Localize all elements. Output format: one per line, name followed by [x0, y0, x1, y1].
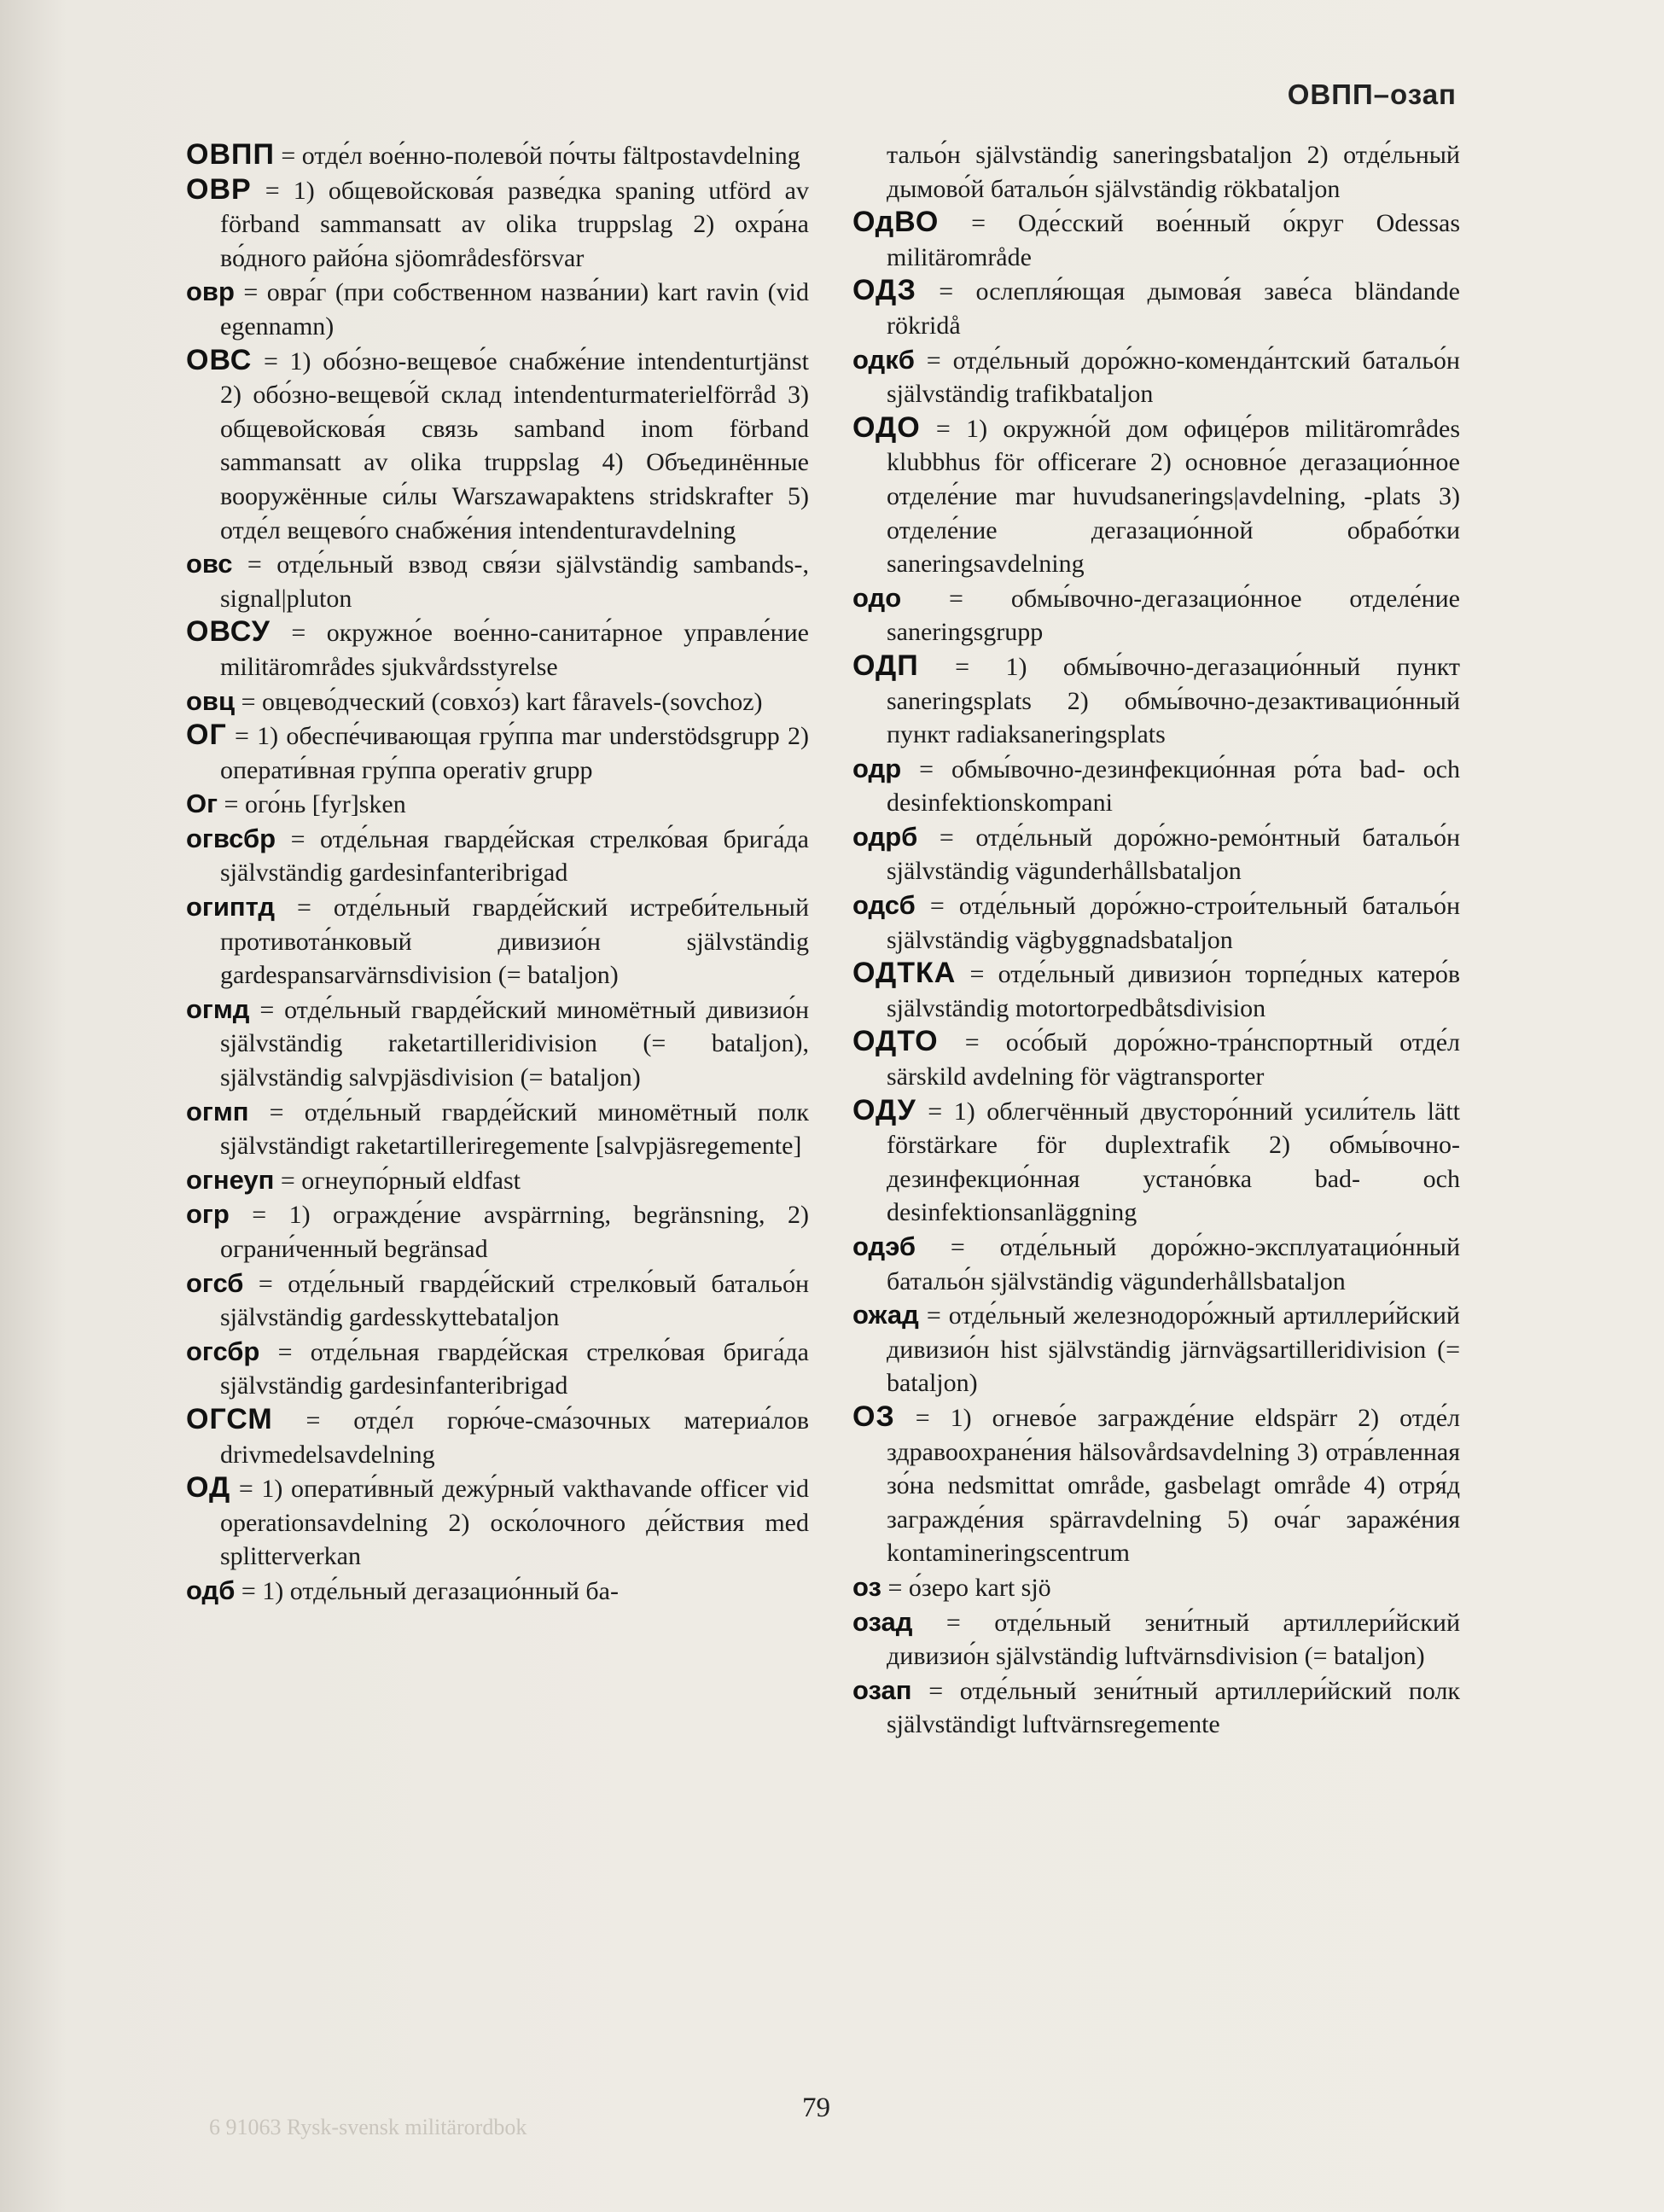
headword: озап	[852, 1674, 912, 1705]
headword: огмп	[186, 1096, 249, 1126]
dictionary-entry	[186, 822, 809, 890]
dictionary-entry	[852, 752, 1460, 820]
definition: = осо́бый доро́жно-тра́нспортный отде́л särskild avdelning för vägtransporter	[887, 1028, 1460, 1091]
headword: ОДП	[852, 649, 919, 682]
dictionary-entry	[186, 1471, 809, 1574]
definition: = овцево́дческий (совхо́з) kart fåravels-(sovchoz)	[235, 687, 763, 716]
dictionary-entry	[852, 649, 1460, 752]
definition: = отде́льный зени́тный артиллери́йский полк självständigt luftvärnsregemente	[887, 1676, 1460, 1739]
definition: = отде́льный доро́жно-ремо́нтный батальо́н självständig vägunderhållsbataljon	[887, 823, 1460, 886]
headword: овр	[186, 276, 235, 307]
definition: = обмы́вочно-дезинфекцио́нная ро́та bad- och desinfektionskompani	[887, 754, 1460, 818]
definition: = 1) окружно́й дом офице́ров militärområdes klubbhus för officerare 2) основно́е дегазацио́нное отделе́ние mar huvudsanerings|avdelning, -plats 3) отделе́ние дегазацио́нной обрабо́тки saneringsavdelning	[887, 414, 1460, 579]
dictionary-entry	[852, 206, 1460, 274]
definition: = отде́льный зени́тный артиллери́йский дивизио́н självständig luftvärnsdivision (= bataljon)	[887, 1608, 1460, 1671]
definition: = 1) общевойскова́я разве́дка spaning utförd av förband sammansatt av olika truppslag 2) охра́на во́дного райо́на sjöområdesförsvar	[220, 176, 809, 272]
headword: ОВС	[186, 343, 253, 376]
definition: = 1) обмы́вочно-дегазацио́нный пункт saneringsplats 2) обмы́вочно-дезактивацио́нный пункт radiaksaneringsplats	[887, 652, 1460, 749]
definition: = овра́г (при собственном назва́нии) kart ravin (vid egennamn)	[220, 278, 809, 341]
entry-continuation: тальо́н självständig saneringsbataljon 2) отде́льный дымово́й батальо́н självständig rökbataljon	[887, 141, 1460, 203]
headword: огмд	[186, 993, 250, 1024]
definition: = отде́льная гварде́йская стрелко́вая брига́да självständig gardesinfanteribrigad	[220, 824, 809, 888]
definition: = 1) облегчённый двусторо́нний усили́тель lätt förstärkare för duplextrafik 2) обмы́вочно-дезинфекцио́нная устано́вка bad- och desinfektionsanläggning	[887, 1097, 1460, 1227]
dictionary-entry	[186, 719, 809, 787]
definition: = отде́льный гварде́йский миномётный дивизио́н självständig raketartilleridivision (= bataljon), självständig salvpjäsdivision (= bataljon)	[220, 995, 809, 1092]
headword: одэб	[852, 1231, 916, 1261]
headword: огвсбр	[186, 823, 276, 853]
dictionary-entry	[186, 1266, 809, 1335]
definition: = отде́льный гварде́йский миномётный полк självständigt raketartilleriregemente [salvpjäsregemente]	[220, 1097, 809, 1161]
headword: ОЗ	[852, 1400, 895, 1433]
dictionary-entry	[852, 274, 1460, 342]
definition: = отде́льный железнодоро́жный артиллери́йский дивизио́н hist självständig järnvägsartilleridivision (= bataljon)	[887, 1301, 1460, 1398]
headword: ожад	[852, 1300, 919, 1330]
definition: = отде́льный дивизио́н торпе́дных катеро́в självständig motortorpedbåtsdivision	[887, 960, 1460, 1022]
headword: ОГСМ	[186, 1402, 273, 1435]
definition: = о́зеро kart sjö	[881, 1573, 1051, 1602]
headword: овс	[186, 549, 233, 579]
dictionary-entry	[852, 957, 1460, 1025]
left-column	[186, 138, 809, 1609]
dictionary-entry	[852, 411, 1460, 581]
headword: ОДУ	[852, 1093, 916, 1126]
headword: ОВСУ	[186, 615, 271, 649]
dictionary-entry	[852, 820, 1460, 888]
dictionary-entry	[852, 888, 1460, 957]
dictionary-entry	[186, 173, 809, 276]
dictionary-entry	[852, 1570, 1460, 1605]
definition: = окружно́е вое́нно-санита́рное управле́ние militärområdes sjukvårdsstyrelse	[220, 619, 809, 681]
definition: = 1) операти́вный дежу́рный vakthavande officer vid operationsavdelning 2) оско́лочного де́йствия med splitterverkan	[220, 1475, 809, 1571]
headword: овц	[186, 685, 236, 716]
dictionary-entry	[186, 787, 809, 822]
headword: одсб	[852, 890, 916, 921]
dictionary-entry	[186, 138, 809, 173]
running-header: ОВПП–озап	[1287, 79, 1457, 110]
headword: огсбр	[186, 1336, 260, 1366]
definition: = отде́льный доро́жно-эксплуатацио́нный батальо́н självständig vägunderhållsbataljon	[887, 1233, 1460, 1295]
definition: = огнеупо́рный eldfast	[274, 1166, 521, 1195]
dictionary-entry	[186, 684, 809, 719]
dictionary-entry	[852, 1674, 1460, 1742]
headword: ОВПП	[186, 138, 275, 171]
headword: ОДО	[852, 410, 921, 444]
page-number: 79	[802, 2093, 830, 2123]
definition: = ослепля́ющая дымова́я заве́са bländande rökridå	[887, 277, 1460, 340]
dictionary-entry	[852, 1025, 1460, 1093]
dictionary-entry	[186, 890, 809, 992]
headword: ОДЗ	[852, 274, 916, 307]
headword: одб	[186, 1575, 236, 1605]
headword: огр	[186, 1199, 230, 1230]
headword: огнеуп	[186, 1164, 275, 1195]
definition: = отде́льный гварде́йский стрелко́вый батальо́н självständig gardesskyttebataljon	[220, 1269, 809, 1332]
definition: = 1) отде́льный дегазацио́нный ба-	[235, 1576, 619, 1605]
headword: ОДТКА	[852, 957, 957, 990]
right-column	[852, 138, 1460, 1742]
dictionary-entry	[852, 1230, 1460, 1298]
dictionary-entry	[186, 1095, 809, 1163]
definition: = отде́л горю́че-сма́зочных материа́лов drivmedelsavdelning	[220, 1406, 809, 1469]
dictionary-entry	[852, 343, 1460, 411]
dictionary-entry	[186, 1197, 809, 1266]
definition: = обмы́вочно-дегазацио́нное отделе́ние saneringsgrupp	[887, 584, 1460, 647]
dictionary-entry	[186, 344, 809, 548]
definition: = отде́льный доро́жно-коменда́нтский батальо́н självständig trafikbataljon	[887, 346, 1460, 409]
dictionary-entry	[186, 1574, 809, 1609]
headword: одрб	[852, 821, 918, 852]
dictionary-entry	[852, 1400, 1460, 1570]
headword: огиптд	[186, 892, 276, 923]
dictionary-entry	[852, 1605, 1460, 1674]
headword: одр	[852, 753, 902, 783]
dictionary-entry	[186, 275, 809, 343]
headword: ОВР	[186, 172, 252, 206]
bleed-through-text: 6 91063 Rysk-svensk militärordbok	[209, 2115, 527, 2139]
definition: = отде́льный доро́жно-строи́тельный батальо́н självständig vägbyggnadsbataljon	[887, 892, 1460, 954]
definition: = отде́льный взвод свя́зи självständig sambands-, signal|pluton	[220, 550, 809, 613]
headword: ОД	[186, 1471, 231, 1505]
definition: = 1) обеспе́чивающая гру́ппа mar understödsgrupp 2) операти́вная гру́ппа operativ grupp	[220, 722, 809, 784]
dictionary-entry	[186, 1163, 809, 1198]
dictionary-entry	[852, 1094, 1460, 1230]
headword: ОДТО	[852, 1025, 939, 1058]
definition: = 1) огражде́ние avspärrning, begränsning, 2) ограни́ченный begränsad	[220, 1201, 809, 1263]
definition: = ого́нь [fyr]sken	[218, 790, 406, 819]
dictionary-entry	[186, 1403, 809, 1471]
dictionary-entry	[186, 1335, 809, 1403]
headword: огсб	[186, 1267, 244, 1298]
definition: = 1) огнево́е загражде́ние eldspärr 2) отде́л здравоохране́ния hälsovårdsavdelning 3) отра́вленная зо́на nedsmittat område, gasbelagt område 4) отря́д загражде́ния spärravdelning 5) оча́г заражéния kontamineringscentrum	[887, 1403, 1460, 1568]
headword: озад	[852, 1606, 913, 1637]
headword: ОГ	[186, 719, 227, 752]
headword: Ог	[186, 789, 218, 819]
headword: одкб	[852, 344, 915, 375]
dictionary-entry	[852, 1298, 1460, 1400]
dictionary-entry	[186, 547, 809, 615]
dictionary-entry	[186, 615, 809, 684]
definition: = отде́льная гварде́йская стрелко́вая брига́да självständig gardesinfanteribrigad	[220, 1337, 809, 1400]
headword: ОдВО	[852, 206, 940, 239]
dictionary-entry	[186, 992, 809, 1095]
definition: = Оде́сский вое́нный о́круг Odessas militärområde	[887, 209, 1460, 271]
definition: = 1) обо́зно-вещево́е снабже́ние intendenturtjänst 2) обо́зно-вещево́й склад intendenturmaterielförråd 3) общевойскова́я связь samband inom förband sammansatt av olika truppslag 4) Объединённые вооружённые си́лы Warszawapaktens stridskrafter 5) отде́л вещево́го снабже́ния intendenturavdelning	[220, 346, 809, 544]
headword: одо	[852, 582, 902, 613]
dictionary-entry	[852, 581, 1460, 649]
headword: оз	[852, 1571, 881, 1602]
definition: = отде́л вое́нно-полево́й по́чты fältpostavdelning	[274, 142, 800, 170]
definition: = отде́льный гварде́йский истреби́тельный противота́нковый дивизио́н självständig gardespansarvärnsdivision (= bataljon)	[220, 894, 809, 990]
